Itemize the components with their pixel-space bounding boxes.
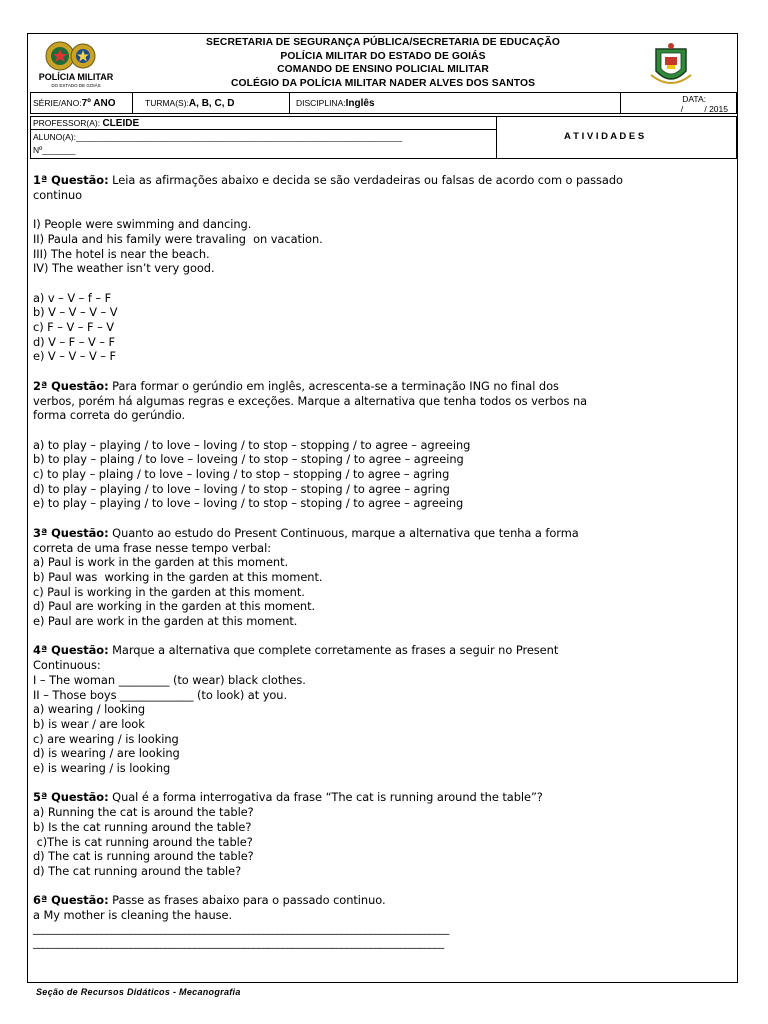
question-3-line-2: correta de uma frase nesse tempo verbal: — [33, 540, 271, 555]
aluno-cell — [30, 129, 497, 159]
question-4-item-2: II – Those boys _____________ (to look) at you. — [33, 687, 288, 702]
question-1-item-4: IV) The weather isn’t very good. — [33, 261, 215, 276]
professor-cell — [30, 116, 497, 130]
serie-cell — [30, 92, 133, 114]
professor-label: PROFESSOR(A): — [33, 118, 101, 128]
question-1-item-2: II) Paula and his family were travaling on vacation. — [33, 231, 323, 246]
disciplina-value: Inglês — [345, 98, 375, 109]
question-4-line-1: 4ª Questão: Marque a alternativa que complete corretamente as frases a seguir no Present — [33, 643, 559, 658]
police-badge-icon — [36, 39, 116, 89]
question-1-option-c[interactable]: c) F – V – F – V — [33, 320, 115, 334]
question-2-option-e[interactable]: e) to play – playing / to love – loving / to stop – stoping / to agree – agreeing — [33, 496, 464, 511]
numero-label: Nº — [33, 145, 43, 155]
question-4-option-a[interactable]: a) wearing / looking — [33, 702, 146, 717]
question-5-option-d[interactable]: d) The cat is running around the table? — [33, 849, 254, 864]
disciplina-cell — [289, 92, 621, 114]
question-2-line-1: 2ª Questão: Para formar o gerúndio em inglês, acrescenta-se a terminação ING no final dos — [33, 378, 559, 393]
question-2-line-3: forma correta do gerúndio. — [33, 408, 186, 423]
question-2-option-b[interactable]: b) to play – plaing / to love – loveing / to stop – stoping / to agree – agreeing — [33, 452, 464, 467]
questions — [33, 173, 713, 952]
turma-label: TURMA(S): — [145, 98, 189, 108]
header-line-4: COLÉGIO DA POLÍCIA MILITAR NADER ALVES DOS SANTOS — [230, 77, 536, 89]
question-5-option-a[interactable]: a) Running the cat is around the table? — [33, 805, 254, 820]
question-3-option-d[interactable]: d) Paul are working in the garden at this moment. — [33, 599, 316, 614]
question-3-option-a[interactable]: a) Paul is work in the garden at this moment. — [33, 555, 289, 570]
question-4-option-e[interactable]: e) is wearing / is looking — [33, 761, 171, 776]
question-2-option-a[interactable]: a) to play – playing / to love – loving / to stop – stopping / to agree – agreeing — [33, 437, 471, 452]
atividades-title: A T I V I D A D E S — [564, 131, 645, 142]
question-5-option-b[interactable]: b) Is the cat running around the table? — [33, 819, 252, 834]
logo-title: POLÍCIA MILITAR — [38, 72, 114, 82]
question-6-label: 6ª Questão: — [33, 893, 109, 908]
question-4-option-b[interactable]: b) is wear / are look — [33, 716, 145, 731]
disciplina-label: DISCIPLINA: — [296, 98, 346, 108]
question-3-option-b[interactable]: b) Paul was working in the garden at this moment. — [33, 569, 323, 584]
aluno-blank[interactable]: _____________________________________________________________________ — [75, 132, 403, 142]
question-4-option-d[interactable]: d) is wearing / are looking — [33, 746, 180, 761]
data-value: ____/ ____/ 2015 — [661, 104, 728, 114]
question-5-line-1: 5ª Questão: Qual é a forma interrogativa da frase “The cat is running around the table”? — [33, 790, 543, 805]
question-1-item-1: I) People were swimming and dancing. — [33, 217, 252, 232]
question-3-option-c[interactable]: c) Paul is working in the garden at this moment. — [33, 584, 305, 599]
question-2-line-2: verbos, porém há algumas regras e exceções. Marque a alternativa que tenha todos os verbos na — [33, 393, 588, 408]
school-crest-icon — [648, 41, 694, 89]
question-4-line-2: Continuous: — [33, 658, 101, 673]
question-3-line-1: 3ª Questão: Quanto ao estudo do Present Continuous, marque a alternativa que tenha a forma — [33, 525, 579, 540]
question-1-line-1: 1ª Questão: Leia as afirmações abaixo e decida se são verdadeiras ou falsas de acordo com o passado — [33, 173, 623, 187]
question-5-label: 5ª Questão: — [33, 790, 109, 805]
question-1-option-a[interactable]: a) v – V – f – F — [33, 290, 112, 305]
header-line-1: SECRETARIA DE SEGURANÇA PÚBLICA/SECRETARIA DE EDUCAÇÃO — [206, 37, 560, 48]
question-2-label: 2ª Questão: — [33, 378, 109, 393]
header-line-2: POLÍCIA MILITAR DO ESTADO DE GOIÁS — [280, 50, 486, 62]
question-1-option-e[interactable]: e) V – V – V – F — [33, 349, 117, 364]
data-label: DATA: — [682, 94, 706, 104]
turma-value: A, B, C, D — [188, 98, 235, 109]
question-2-option-d[interactable]: d) to play – playing / to love – loving / to stop – stoping / to agree – agring — [33, 481, 450, 496]
serie-value: 7º ANO — [81, 98, 116, 109]
question-6-line-1: 6ª Questão: Passe as frases abaixo para o passado continuo. — [33, 893, 386, 908]
header-titles — [128, 36, 638, 90]
numero-blank[interactable]: _______ — [42, 145, 76, 155]
police-logo — [36, 39, 116, 89]
question-1-option-b[interactable]: b) V – V – V – V — [33, 305, 118, 320]
question-1-label: 1ª Questão: — [33, 173, 109, 187]
school-logo — [648, 41, 694, 89]
question-4-item-1: I – The woman _________ (to wear) black clothes. — [33, 672, 306, 687]
question-3-option-e[interactable]: e) Paul are work in the garden at this moment. — [33, 614, 298, 629]
serie-label: SÉRIE/ANO: — [33, 98, 82, 108]
question-1-option-d[interactable]: d) V – F – V – F — [33, 334, 115, 349]
question-4-label: 4ª Questão: — [33, 643, 109, 658]
atividades-cell — [496, 116, 737, 159]
question-2-option-c[interactable]: c) to play – plaing / to love – loving / to stop – stopping / to agree – agring — [33, 467, 450, 481]
footer-credit: Seção de Recursos Didáticos - Mecanografia — [36, 987, 241, 997]
header-line-3: COMANDO DE ENSINO POLICIAL MILITAR — [277, 64, 489, 75]
question-5-option-c[interactable]: c)The is cat running around the table? — [33, 834, 253, 849]
question-1-line-2: continuo — [33, 187, 83, 202]
question-5-option-e[interactable]: d) The cat running around the table? — [33, 863, 242, 878]
answer-line-2[interactable]: ____________________________________________________________________________________ — [33, 938, 445, 950]
aluno-label: ALUNO(A): — [33, 132, 76, 142]
answer-line-1[interactable]: _____________________________________________________________________________________ — [33, 923, 449, 935]
logo-subtitle: DO ESTADO DE GOIÁS — [51, 83, 101, 88]
question-4-option-c[interactable]: c) are wearing / is looking — [33, 731, 179, 746]
professor-value: CLEIDE — [102, 118, 140, 129]
turma-cell — [132, 92, 290, 114]
header — [28, 34, 736, 93]
question-6-item-1: a My mother is cleaning the hause. — [33, 908, 233, 923]
question-1-item-3: III) The hotel is near the beach. — [33, 246, 210, 261]
question-3-label: 3ª Questão: — [33, 525, 109, 540]
data-cell — [620, 92, 737, 114]
